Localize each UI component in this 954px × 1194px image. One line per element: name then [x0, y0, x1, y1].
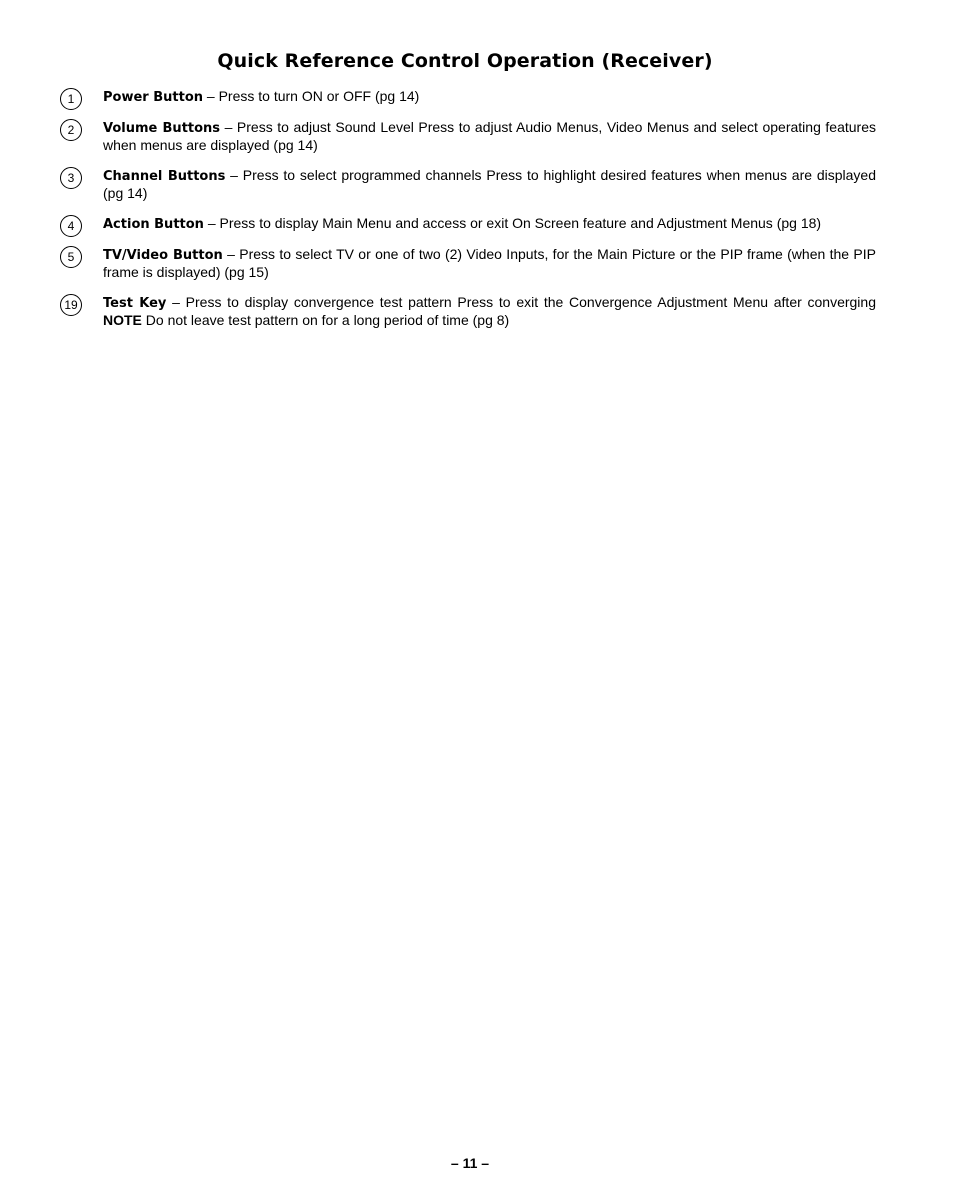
note-label: NOTE: [103, 312, 142, 328]
item-description: Press to turn ON or OFF (pg 14): [218, 88, 420, 104]
item-number-badge: 3: [60, 167, 82, 189]
item-label: Power Button: [103, 90, 204, 105]
list-item-tv-video-button: [60, 246, 876, 281]
item-label: Action Button: [103, 217, 204, 232]
list-item-action-button: [60, 215, 876, 233]
item-description: Press to adjust Sound Level Press to adjust Audio Menus, Video Menus and select operating features when menus are displayed (pg 14): [103, 119, 876, 153]
list-item-power-button: [60, 88, 876, 106]
item-separator: –: [203, 88, 219, 104]
item-text: [103, 167, 876, 201]
item-label: Channel Buttons: [103, 169, 226, 184]
item-text: [103, 215, 821, 231]
item-separator: –: [203, 215, 220, 231]
page-number: – 11 –: [450, 1155, 490, 1171]
note-text: Do not leave test pattern on for a long period of time (pg 8): [145, 312, 510, 328]
control-list: [60, 88, 876, 342]
item-description: Press to select TV or one of two (2) Video Inputs, for the Main Picture or the PIP frame (when the PIP frame is displayed) (pg 15): [103, 246, 876, 280]
item-separator: –: [222, 246, 240, 262]
item-label: TV/Video Button: [103, 248, 223, 263]
item-text: [103, 119, 876, 153]
item-separator: –: [166, 294, 186, 310]
item-description: Press to display Main Menu and access or exit On Screen feature and Adjustment Menus (pg 18): [219, 215, 822, 231]
page-title: Quick Reference Control Operation (Receiver): [217, 50, 713, 72]
item-number-badge: 19: [60, 294, 82, 316]
list-item-test-key: [60, 294, 876, 329]
item-text: [103, 294, 876, 328]
item-separator: –: [225, 167, 243, 183]
list-item-channel-buttons: [60, 167, 876, 202]
item-number-badge: 2: [60, 119, 82, 141]
item-text: [103, 246, 876, 280]
item-description: Press to display convergence test pattern Press to exit the Convergence Adjustment Menu after converging: [185, 294, 876, 310]
item-text: [103, 88, 419, 104]
item-separator: –: [220, 119, 237, 135]
item-description: Press to select programmed channels Press to highlight desired features when menus are displayed (pg 14): [103, 167, 876, 201]
item-label: Test Key: [103, 296, 167, 311]
list-item-volume-buttons: [60, 119, 876, 154]
item-number-badge: 5: [60, 246, 82, 268]
item-number-badge: 1: [60, 88, 82, 110]
item-number-badge: 4: [60, 215, 82, 237]
item-label: Volume Buttons: [103, 121, 221, 136]
